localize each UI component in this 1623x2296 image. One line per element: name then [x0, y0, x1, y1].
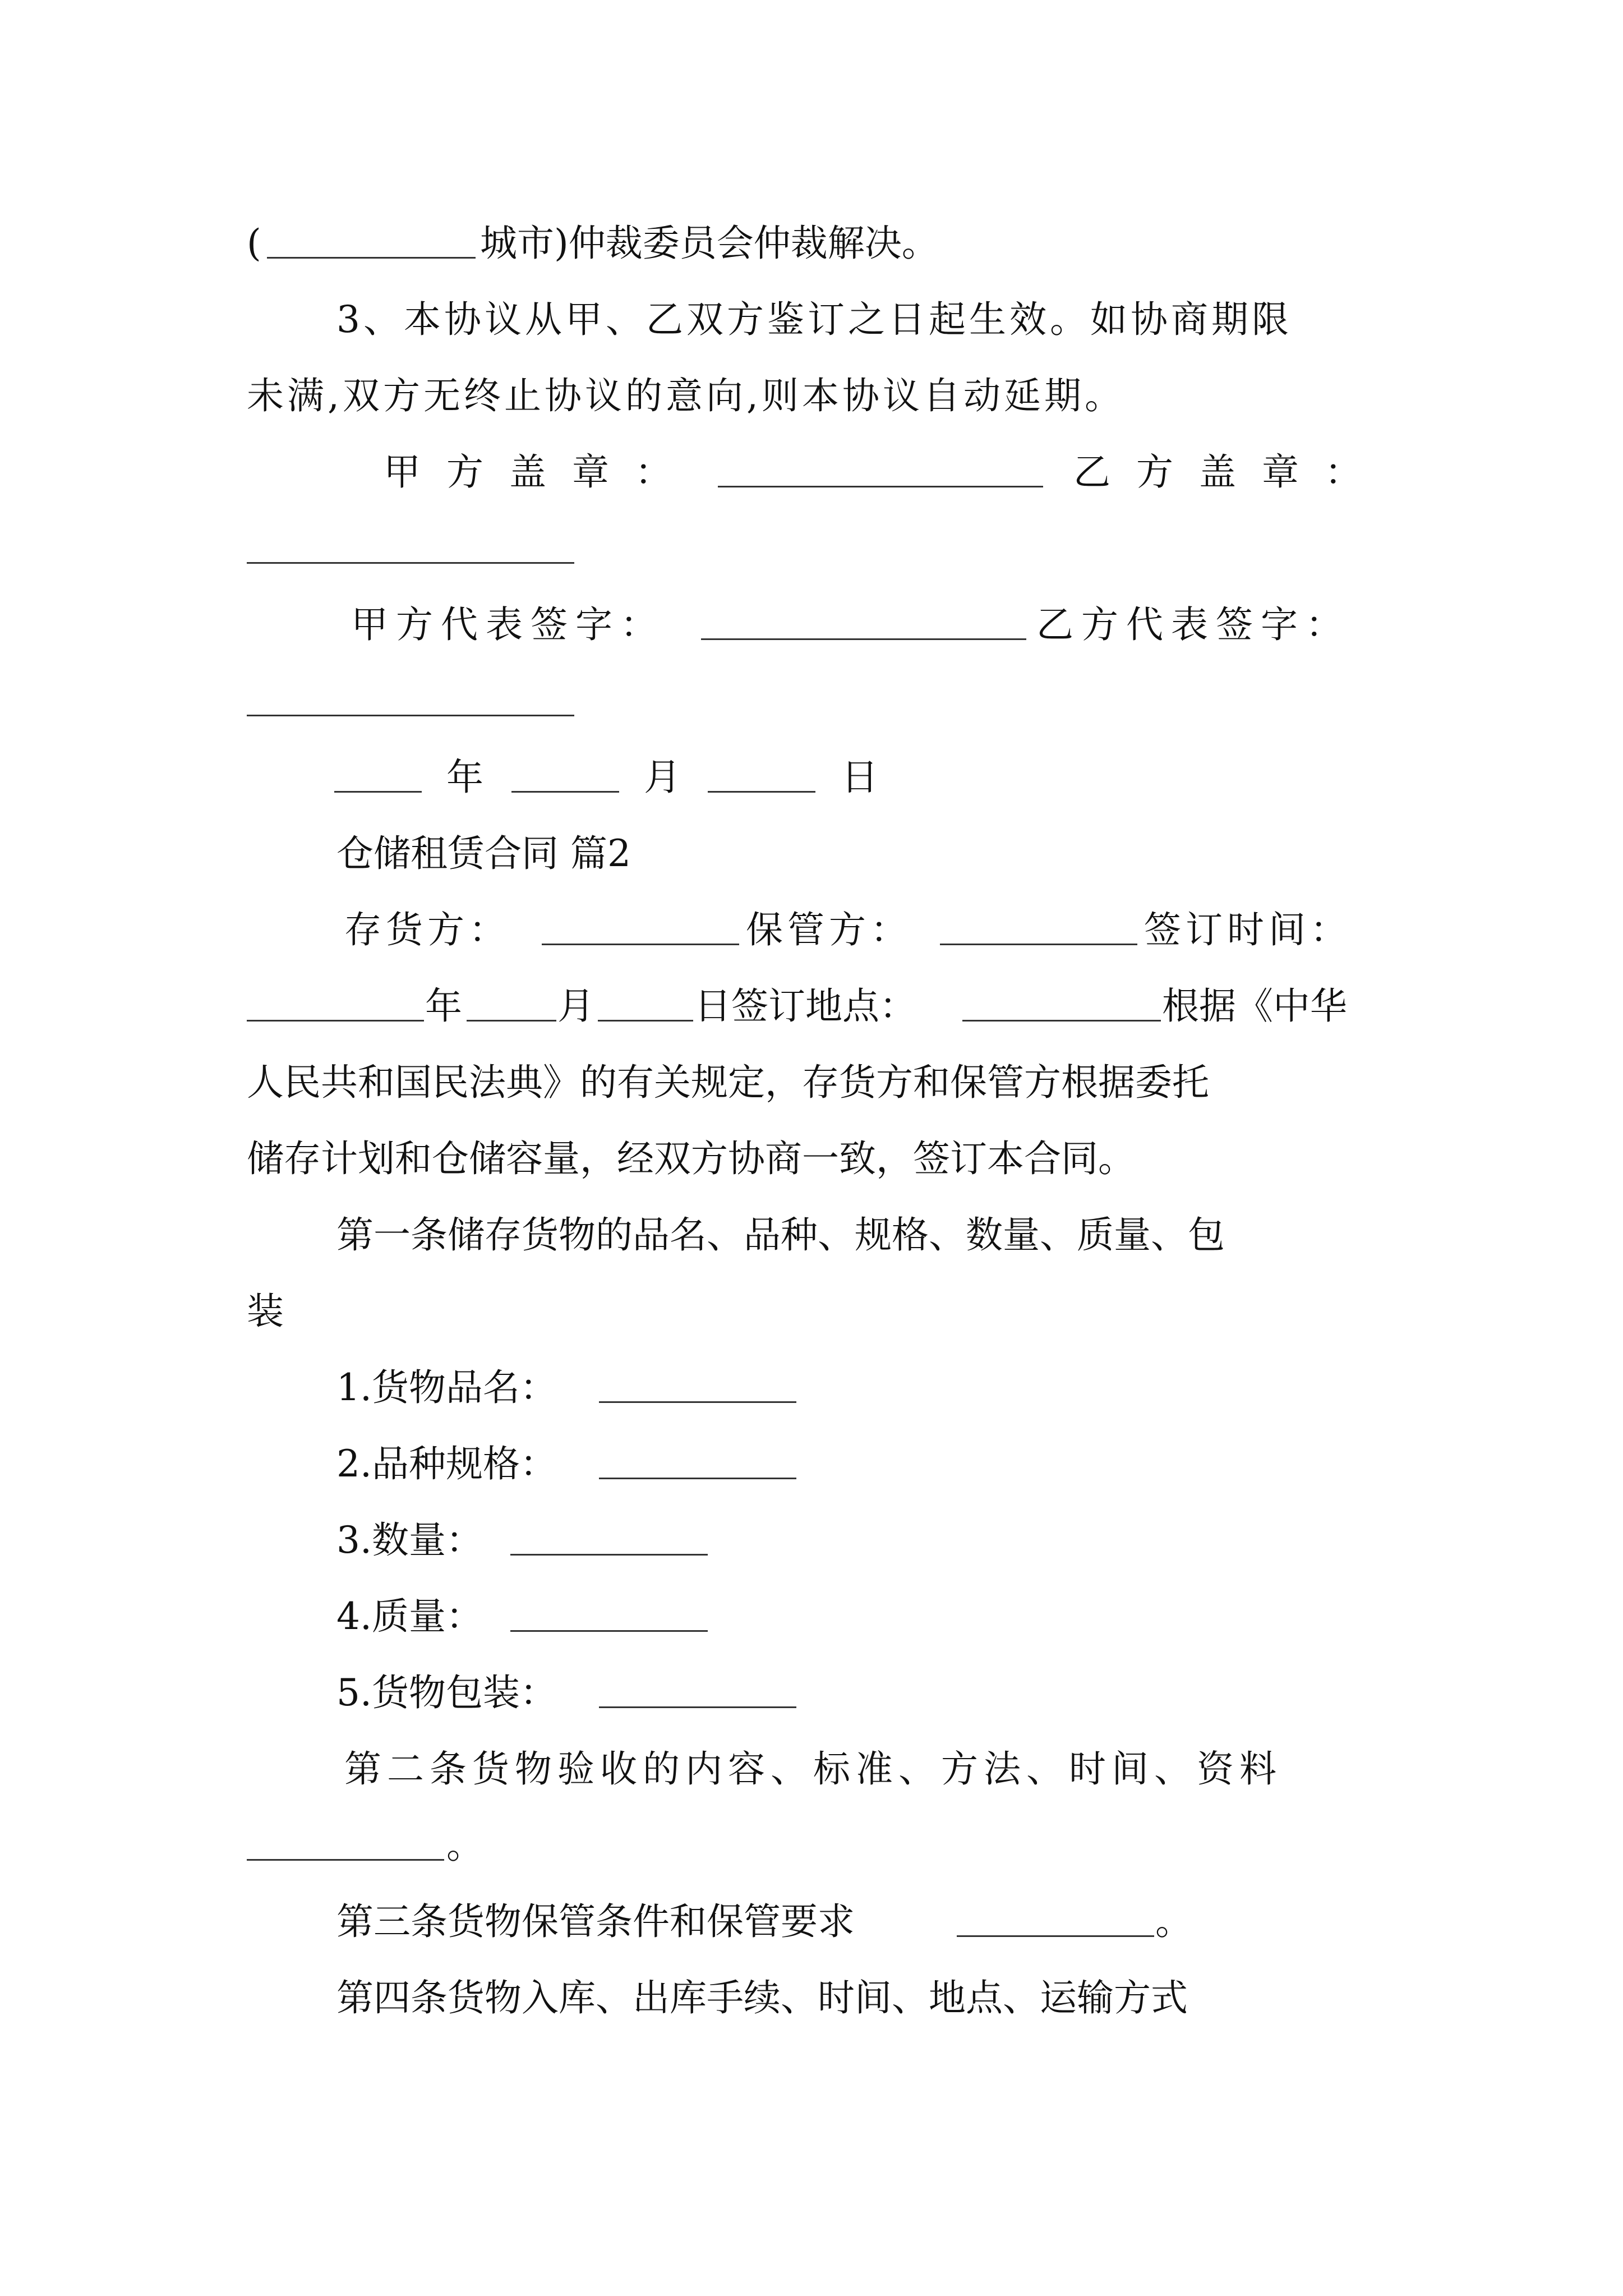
blank-b-seal — [247, 527, 574, 564]
blank-storage-req — [957, 1901, 1154, 1937]
article-1-heading-2: 装 — [247, 1290, 284, 1333]
blank-quantity — [510, 1519, 708, 1556]
blank-quality — [510, 1595, 708, 1632]
basis-line-3: 储存计划和仓储容量，经双方协商一致，签订本合同。 — [247, 1137, 1135, 1180]
para-arbitration-cont — [0, 220, 1623, 267]
parties-line: 存货方： 保管方： 签订时间： — [344, 908, 1352, 951]
article-1-heading: 第一条储存货物的品名、品种、规格、数量、质量、包 — [336, 1213, 1225, 1257]
blank-month — [511, 756, 619, 793]
blank-sign-place — [962, 985, 1161, 1022]
blank-day — [708, 756, 815, 793]
seal-line — [0, 449, 1623, 496]
blank-sign-year — [247, 985, 424, 1022]
item-quality: 4.质量： — [0, 1593, 1623, 1640]
blank-year — [334, 756, 422, 793]
blank-b-sign — [247, 680, 574, 716]
article-4: 第四条货物入库、出库手续、时间、地点、运输方式 — [336, 1976, 1188, 2019]
blank-spec — [599, 1443, 796, 1479]
blank-sign-month — [467, 985, 556, 1022]
party-b-sign-label: 乙方代表签字： — [1036, 603, 1350, 646]
para-effective-line1: 3、本协议从甲、乙双方鉴订之日起生效。如协商期限 — [336, 298, 1292, 341]
para-effective-line2: 未满,双方无终止协议的意向,则本协议自动延期。 — [247, 374, 1125, 417]
blank-keeper — [940, 909, 1137, 945]
basis-line-2: 人民共和国民法典》的有关规定，存货方和保管方根据委托 — [247, 1061, 1209, 1104]
text-open-paren: ( — [247, 222, 261, 265]
blank-sign-day — [598, 985, 693, 1022]
sign-line-2 — [0, 678, 1623, 725]
blank-a-seal — [718, 451, 1043, 487]
section-heading — [0, 830, 1623, 877]
item-quantity: 3.数量： — [0, 1517, 1623, 1564]
party-a-sign-label: 甲方代表签字： — [351, 603, 665, 646]
text-city-arbitration: 城市)仲裁委员会仲裁解决。 — [480, 222, 939, 265]
blank-packaging — [599, 1672, 796, 1708]
item-goods-name: 1.货物品名： — [0, 1364, 1623, 1411]
article-2-line-2: 。 — [0, 1822, 1623, 1869]
item-packaging: 5.货物包装： — [0, 1669, 1623, 1717]
sign-line — [0, 601, 1623, 648]
date-line: 年 月 日 — [0, 754, 1623, 801]
blank-acceptance — [247, 1824, 444, 1861]
date-place-line: 年 月 日签订地点： 根据《中华 — [0, 983, 1623, 1030]
party-b-seal-label: 乙方盖章： — [1073, 450, 1387, 494]
seal-line-2 — [0, 525, 1623, 572]
article-2: 第二条货物验收的内容、标准、方法、时间、资料 — [344, 1747, 1282, 1791]
blank-depositor — [542, 909, 739, 945]
item-spec: 2.品种规格： — [0, 1441, 1623, 1488]
article-3: 第三条货物保管条件和保管要求 。 — [336, 1900, 1192, 1943]
blank-city — [267, 222, 476, 259]
party-a-seal-label: 甲方盖章： — [384, 450, 698, 494]
blank-a-sign — [701, 604, 1026, 640]
contract-title: 仓储租赁合同 篇2 — [336, 832, 631, 875]
blank-goods-name — [599, 1366, 796, 1403]
